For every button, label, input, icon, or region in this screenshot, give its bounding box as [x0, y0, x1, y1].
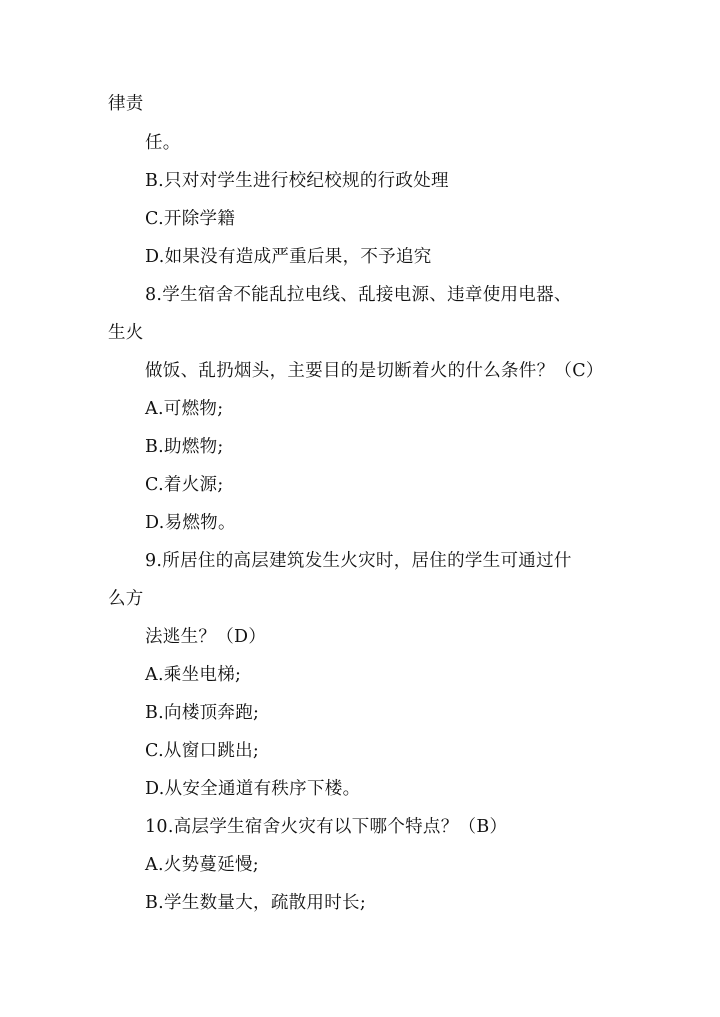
- question-line: 10.高层学生宿舍火灾有以下哪个特点？（B）: [145, 817, 508, 837]
- option-line: C.从窗口跳出;: [145, 741, 260, 761]
- option-line: D.易燃物。: [145, 513, 236, 533]
- text-line: 任。: [145, 133, 181, 153]
- option-line: A.可燃物;: [145, 399, 224, 419]
- option-line: D.从安全通道有秩序下楼。: [145, 779, 361, 799]
- option-line: A.乘坐电梯;: [145, 665, 242, 685]
- text-line: 生火: [108, 323, 144, 343]
- option-line: C.开除学籍: [145, 209, 236, 229]
- option-line: A.火势蔓延慢;: [145, 855, 259, 875]
- text-line: 么方: [108, 589, 144, 609]
- option-line: B.学生数量大，疏散用时长;: [145, 893, 367, 913]
- option-line: D.如果没有造成严重后果，不予追究: [145, 247, 432, 267]
- question-line: 做饭、乱扔烟头，主要目的是切断着火的什么条件？（C）: [145, 361, 604, 381]
- question-line: 法逃生？（D）: [145, 627, 267, 647]
- option-line: B.只对对学生进行校纪校规的行政处理: [145, 171, 449, 191]
- question-line: 9.所居住的高层建筑发生火灾时，居住的学生可通过什: [145, 551, 572, 571]
- option-line: C.着火源;: [145, 475, 224, 495]
- option-line: B.向楼顶奔跑;: [145, 703, 260, 723]
- question-line: 8.学生宿舍不能乱拉电线、乱接电源、违章使用电器、: [145, 285, 572, 305]
- option-line: B.助燃物;: [145, 437, 224, 457]
- text-line: 律责: [108, 94, 144, 114]
